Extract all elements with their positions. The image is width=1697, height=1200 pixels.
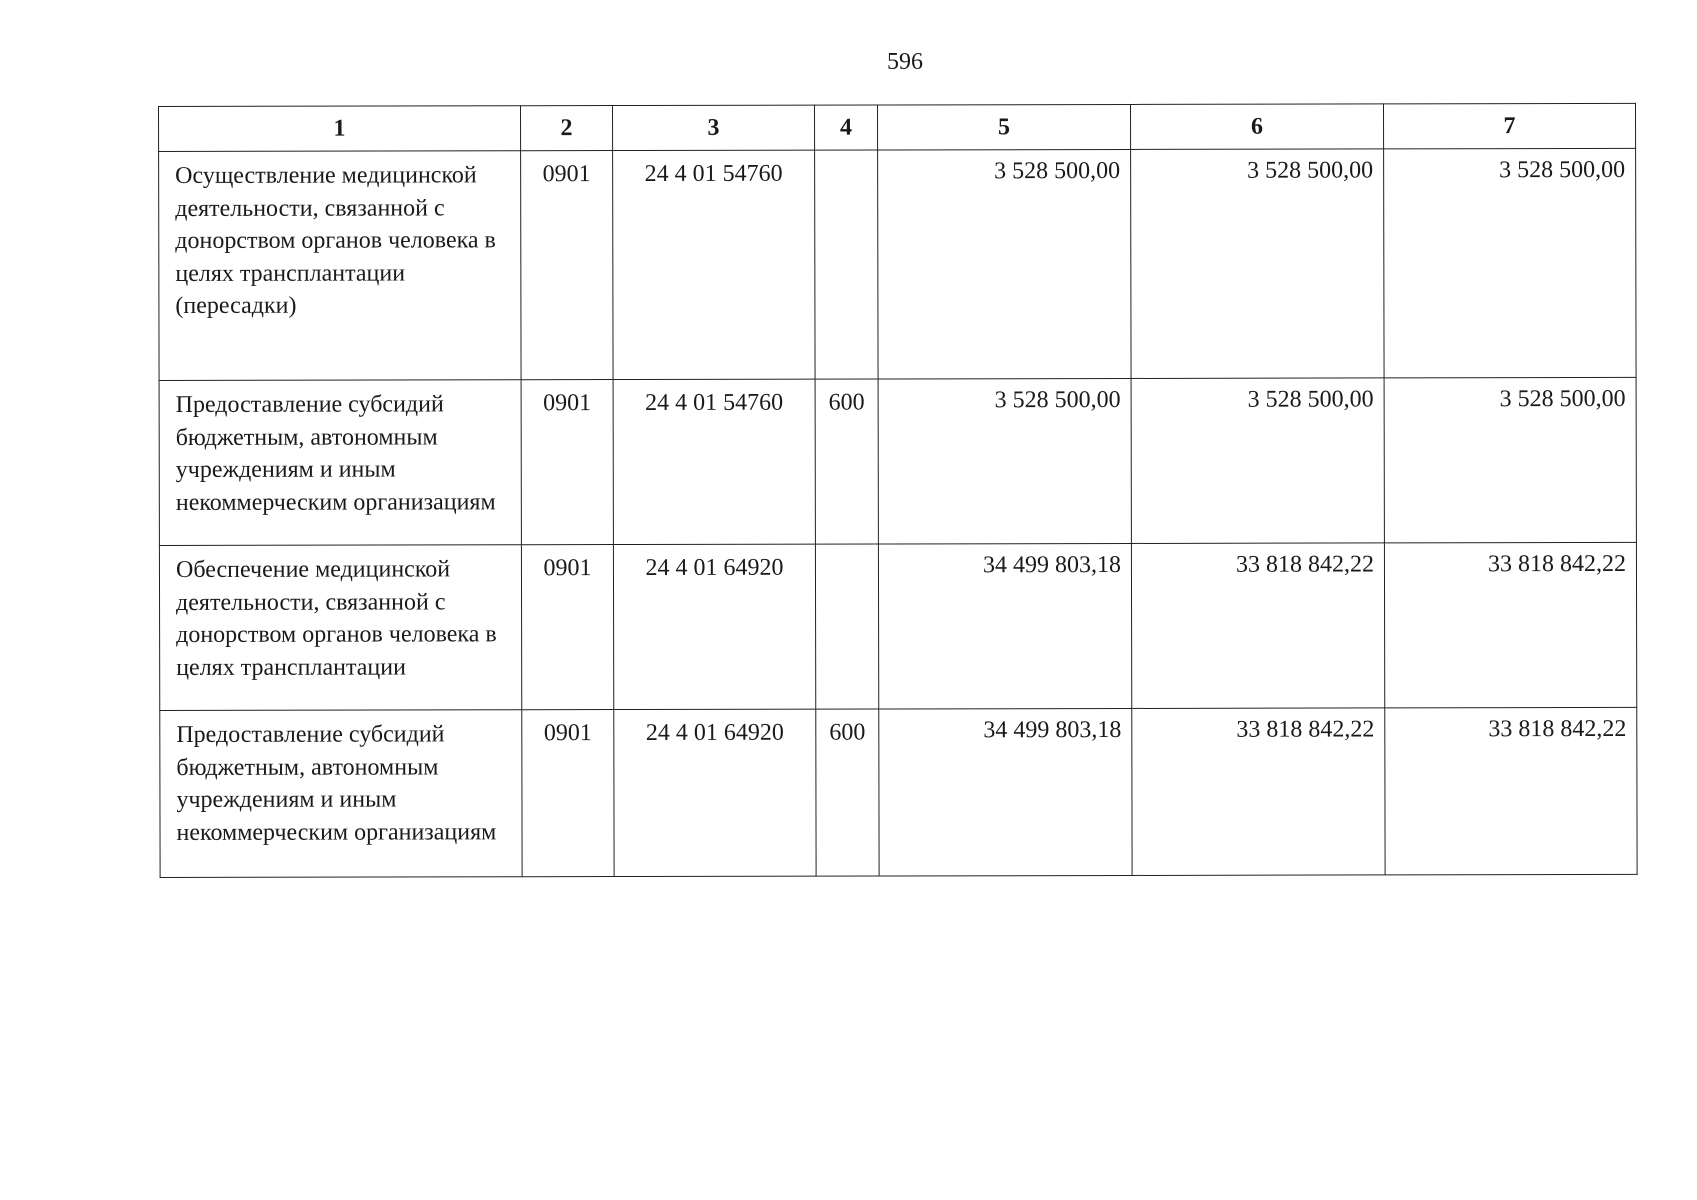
row-name-cell: Обеспечение медицинской деятельности, связанной с донорством органов человека в целях трансплантации — [159, 545, 521, 711]
table-row — [159, 377, 1636, 545]
table-body — [159, 148, 1638, 877]
table-row — [160, 707, 1637, 877]
amount-cell: 33 818 842,22 — [1131, 543, 1384, 709]
amount-cell: 33 818 842,22 — [1384, 542, 1636, 708]
target-item-cell: 24 4 01 54760 — [613, 150, 815, 379]
row-name-cell: Осуществление медицинской деятельности, связанной с донорством органов человека в целях трансплантации (пересадки) — [159, 151, 521, 381]
column-header: 1 — [159, 106, 521, 152]
amount-cell: 3 528 500,00 — [1384, 148, 1636, 378]
amount-cell: 3 528 500,00 — [878, 378, 1131, 544]
expense-type-cell — [815, 150, 878, 379]
expense-type-cell: 600 — [815, 379, 878, 544]
target-item-cell: 24 4 01 54760 — [613, 379, 815, 544]
table-row — [159, 542, 1636, 710]
amount-cell: 3 528 500,00 — [1131, 378, 1384, 544]
amount-cell: 33 818 842,22 — [1132, 708, 1385, 876]
header-row — [159, 103, 1636, 151]
section-code-cell: 0901 — [521, 545, 613, 710]
page-number: 596 — [887, 49, 923, 75]
section-code-cell: 0901 — [522, 710, 614, 877]
section-code-cell: 0901 — [521, 151, 613, 380]
amount-cell: 34 499 803,18 — [879, 708, 1132, 876]
amount-cell: 3 528 500,00 — [1384, 377, 1636, 543]
column-header: 4 — [814, 105, 877, 150]
amount-cell: 3 528 500,00 — [878, 149, 1131, 379]
row-name-cell: Предоставление субсидий бюджетным, автономным учреждениям и иным некоммерческим организациям — [159, 380, 521, 546]
column-header: 5 — [877, 104, 1130, 150]
section-code-cell: 0901 — [521, 380, 613, 545]
budget-table — [158, 103, 1638, 878]
table-row — [159, 148, 1636, 380]
column-header: 7 — [1383, 103, 1635, 149]
target-item-cell: 24 4 01 64920 — [613, 544, 815, 709]
amount-cell: 3 528 500,00 — [1131, 149, 1384, 379]
expense-type-cell — [815, 544, 878, 709]
target-item-cell: 24 4 01 64920 — [614, 709, 816, 876]
table-header — [159, 103, 1636, 151]
column-header: 2 — [521, 106, 613, 151]
amount-cell: 33 818 842,22 — [1385, 707, 1637, 875]
row-name-cell: Предоставление субсидий бюджетным, автономным учреждениям и иным некоммерческим организациям — [160, 710, 522, 878]
amount-cell: 34 499 803,18 — [878, 543, 1131, 709]
expense-type-cell: 600 — [816, 709, 879, 876]
column-header: 3 — [613, 105, 815, 150]
column-header: 6 — [1130, 104, 1383, 150]
